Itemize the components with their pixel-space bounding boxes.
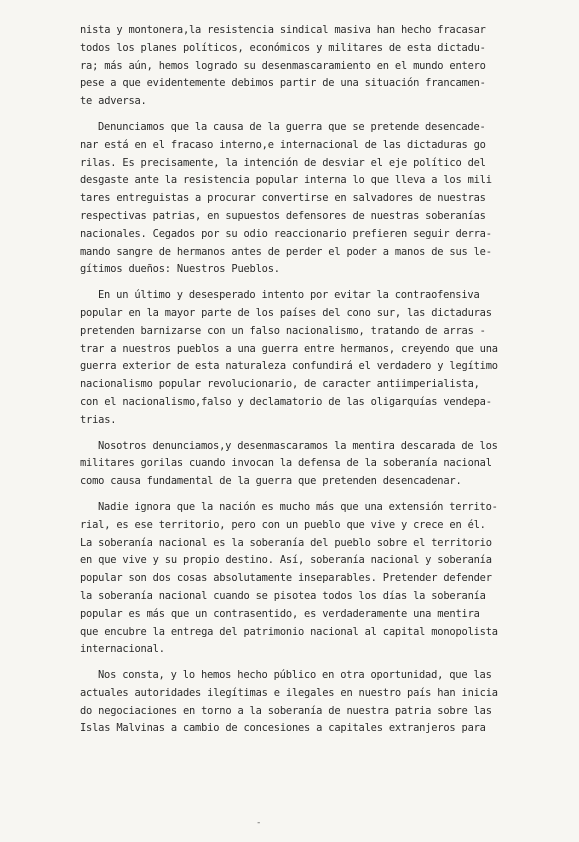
text-line: Denunciamos que la causa de la guerra que se pretende desencade- bbox=[98, 120, 486, 133]
text-line: do negociaciones en torno a la soberanía de nuestra patria sobre las bbox=[80, 704, 492, 717]
text-line: tares entreguistas a procurar convertirse en salvadores de nuestras bbox=[80, 192, 486, 205]
text-line: rilas. Es precisamente, la intención de desviar el eje político del bbox=[80, 156, 486, 169]
text-line: gítimos dueños: Nuestros Pueblos. bbox=[80, 263, 280, 276]
text-line: nacionalismo popular revolucionario, de caracter antiimperialista, bbox=[80, 378, 480, 391]
text-line: te adversa. bbox=[80, 95, 147, 108]
text-line: Islas Malvinas a cambio de concesiones a capitales extranjeros para bbox=[80, 722, 486, 735]
text-line: En un último y desesperado intento por evitar la contraofensiva bbox=[98, 289, 480, 302]
text-line: con el nacionalismo,falso y declamatorio de las oligarquías vendepa- bbox=[80, 395, 492, 408]
text-line: pretenden barnizarse con un falso nacionalismo, tratando de arras - bbox=[80, 324, 486, 337]
text-line: ra; más aún, hemos logrado su desenmascaramiento en el mundo entero bbox=[80, 59, 486, 72]
text-line: trias. bbox=[80, 413, 117, 426]
text-line: popular es más que un contrasentido, es verdaderamente una mentira bbox=[80, 607, 480, 620]
text-line: en que vive y su propio destino. Así, soberanía nacional y soberanía bbox=[80, 554, 492, 567]
text-line: popular son dos cosas absolutamente inseparables. Pretender defender bbox=[80, 572, 492, 585]
text-line: pese a que evidentemente debimos partir de una situación francamen- bbox=[80, 77, 486, 90]
page-mark: - bbox=[256, 818, 262, 828]
text-line: nar está en el fracaso interno,e internacional de las dictaduras go bbox=[80, 138, 486, 151]
text-line: trar a nuestros pueblos a una guerra entre hermanos, creyendo que una bbox=[80, 342, 498, 355]
text-line: Nadie ignora que la nación es mucho más que una extensión territo- bbox=[98, 500, 498, 513]
text-line: como causa fundamental de la guerra que pretenden desencadenar. bbox=[80, 475, 462, 488]
text-line: rial, es ese territorio, pero con un pueblo que vive y crece en él. bbox=[80, 518, 486, 531]
text-body bbox=[80, 22, 557, 738]
text-line: Nos consta, y lo hemos hecho público en otra oportunidad, que las bbox=[98, 669, 492, 682]
text-line: todos los planes políticos, económicos y militares de esta dictadu- bbox=[80, 41, 486, 54]
text-line: internacional. bbox=[80, 643, 165, 656]
text-line: actuales autoridades ilegítimas e ilegales en nuestro país han inicia bbox=[80, 686, 498, 699]
text-line: guerra exterior de esta naturaleza confundirá el verdadero y legítimo bbox=[80, 360, 498, 373]
text-line: desgaste ante la resistencia popular interna lo que lleva a los mili bbox=[80, 174, 492, 187]
text-line: militares gorilas cuando invocan la defensa de la soberanía nacional bbox=[80, 457, 492, 470]
text-line: popular en la mayor parte de los países del cono sur, las dictaduras bbox=[80, 306, 492, 319]
text-line: nacionales. Cegados por su odio reaccionario prefieren seguir derra- bbox=[80, 227, 492, 240]
text-line: respectivas patrias, en supuestos defensores de nuestras soberanías bbox=[80, 209, 486, 222]
text-line: La soberanía nacional es la soberanía del pueblo sobre el territorio bbox=[80, 536, 492, 549]
text-line: la soberanía nacional cuando se pisotea todos los días la soberanía bbox=[80, 589, 486, 602]
text-line: que encubre la entrega del patrimonio nacional al capital monopolista bbox=[80, 625, 498, 638]
text-line: Nosotros denunciamos,y desenmascaramos la mentira descarada de los bbox=[98, 439, 498, 452]
text-line: mando sangre de hermanos antes de perder el poder a manos de sus le- bbox=[80, 245, 492, 258]
text-line: nista y montonera,la resistencia sindical masiva han hecho fracasar bbox=[80, 24, 486, 36]
